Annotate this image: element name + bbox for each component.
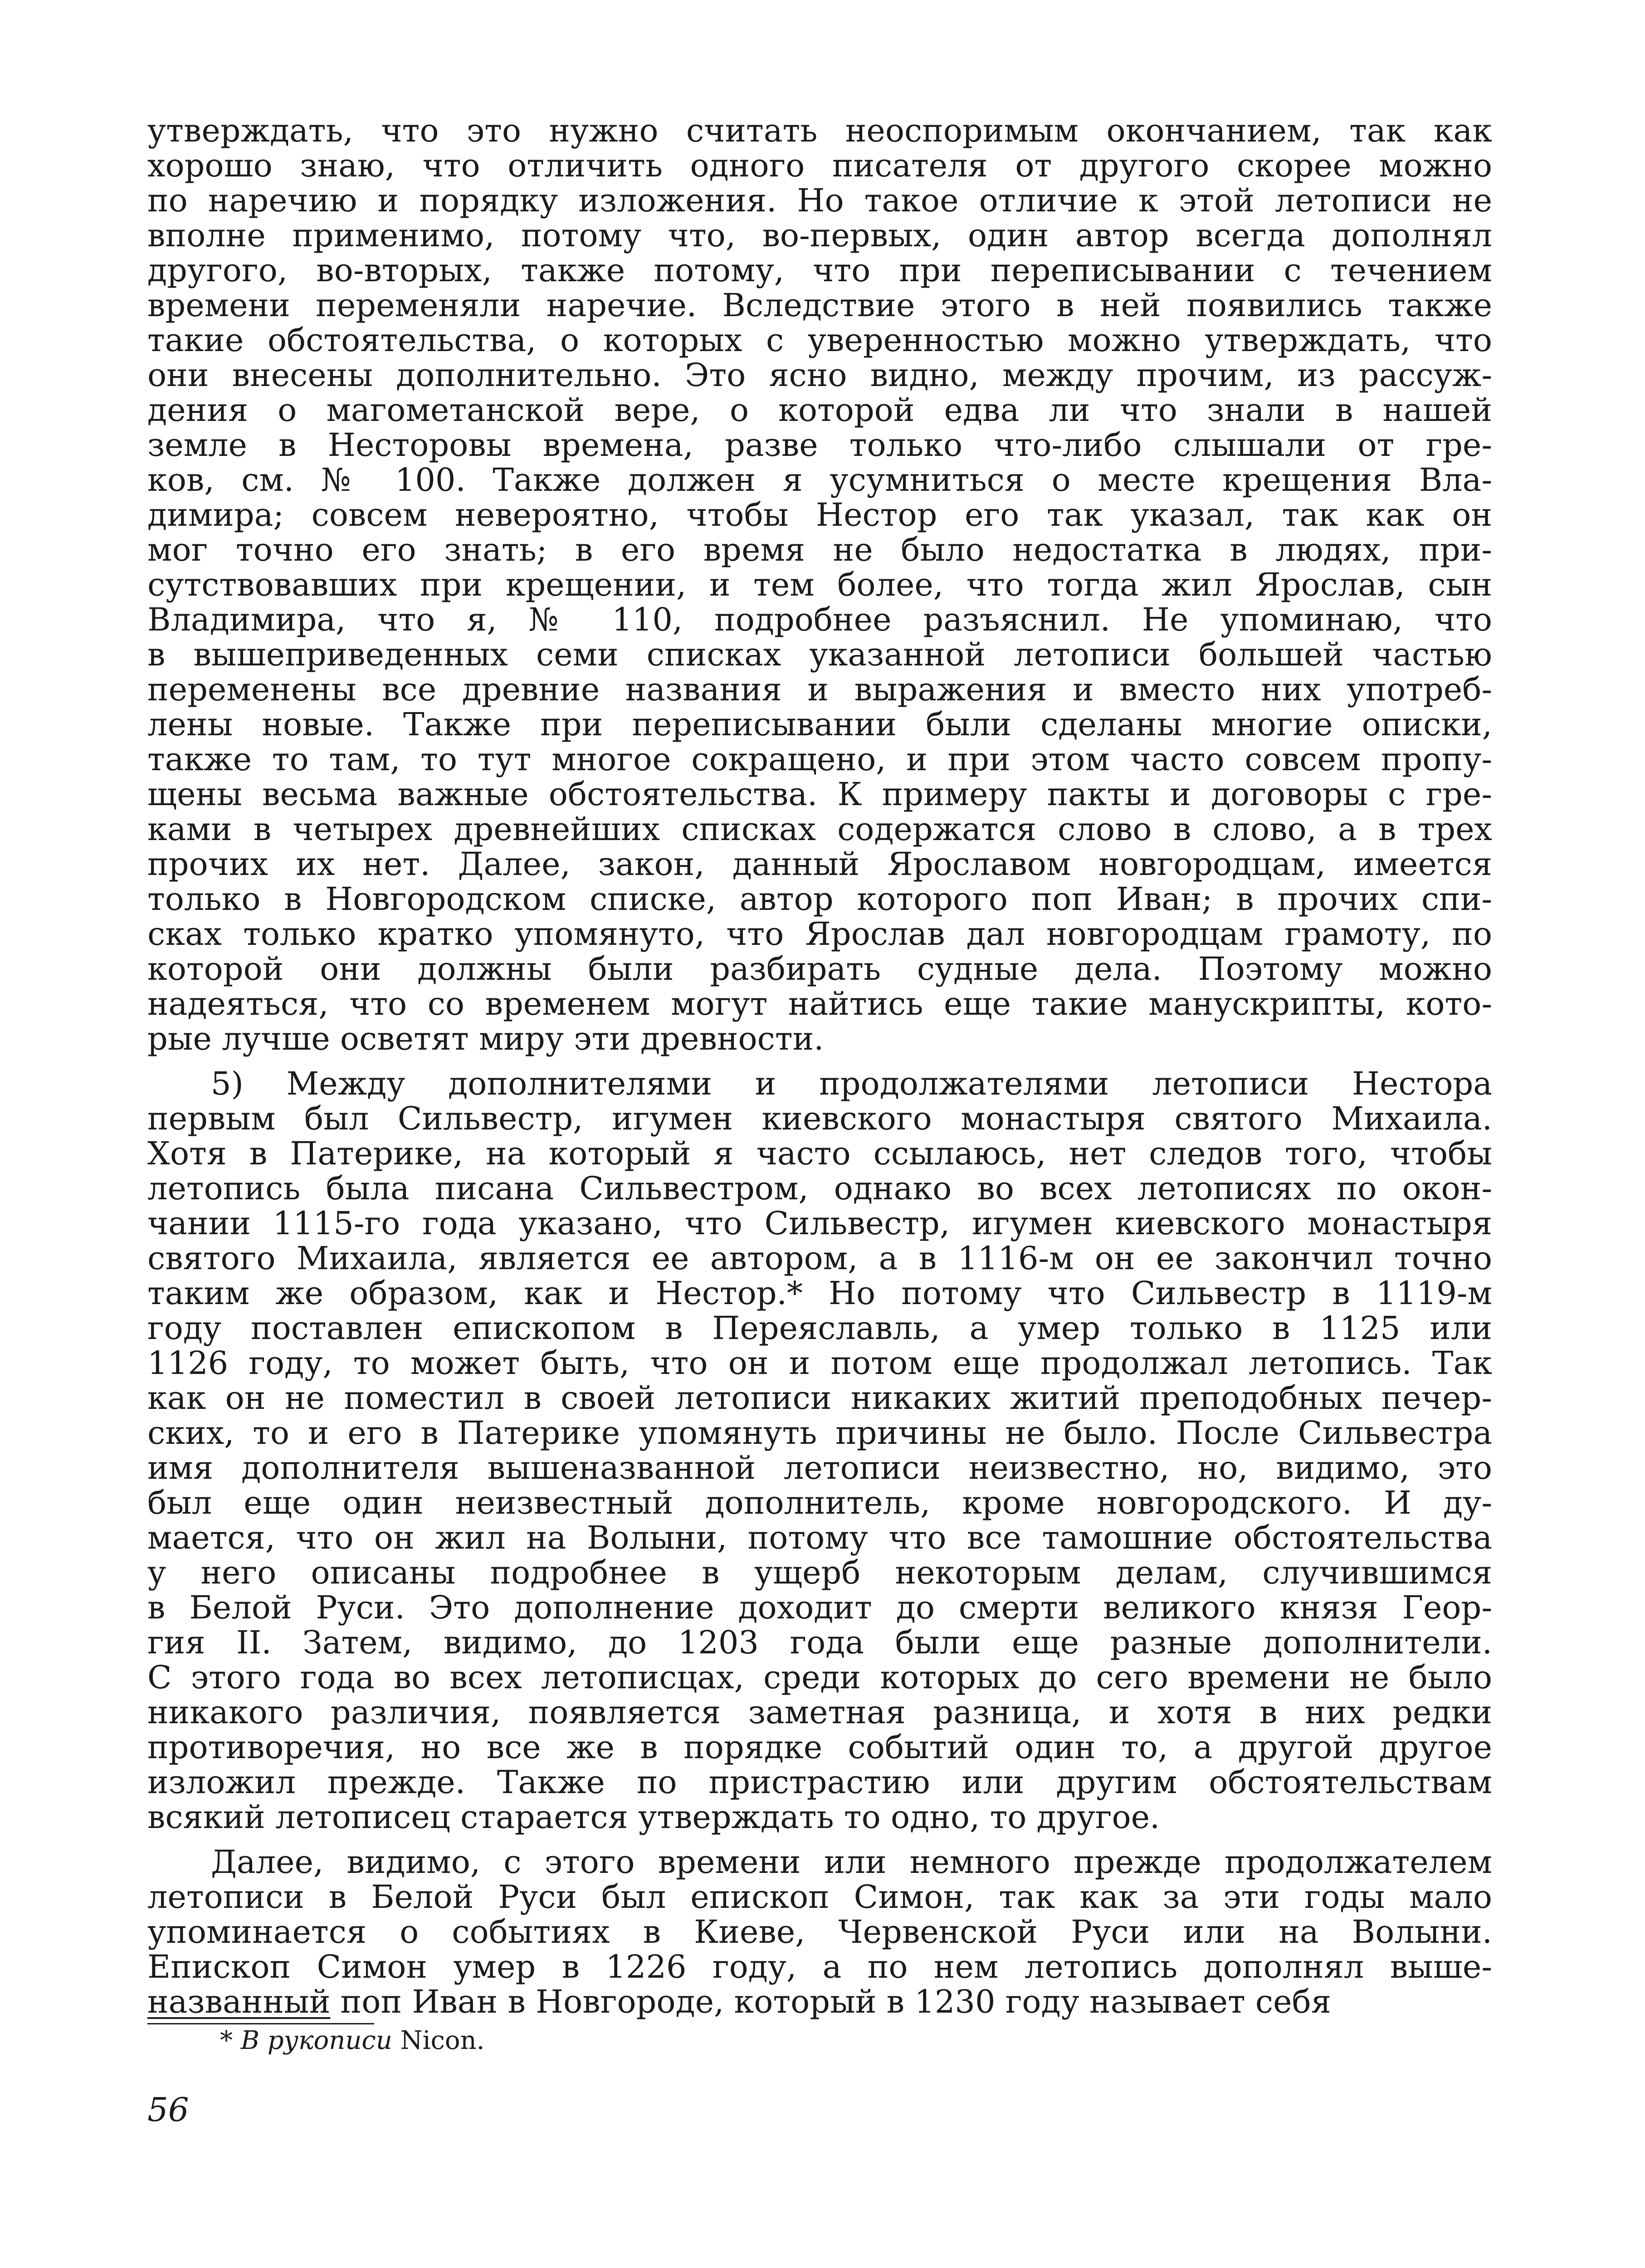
text-line: хорошо знаю, что отличить одного писателя от другого скорее можно xyxy=(147,147,1492,184)
text-line: щены весьма важные обстоятельства. К примеру пакты и договоры с гре- xyxy=(147,776,1492,813)
footnote-latin-word: Nicon. xyxy=(400,2026,485,2055)
text-line: Далее, видимо, с этого времени или немного прежде продолжателем xyxy=(211,1843,1492,1881)
text-line: рые лучше осветят миру эти древности. xyxy=(147,1020,824,1057)
text-line: сках только кратко упомянуто, что Ярослав дал новгородцам грамоту, по xyxy=(147,915,1492,953)
text-line: упоминается о событиях в Киеве, Червенской Руси или на Волыни. xyxy=(147,1913,1492,1950)
text-line: гия II. Затем, видимо, до 1203 года были еще разные дополнители. xyxy=(147,1624,1492,1661)
text-line: как он не поместил в своей летописи никаких житий преподобных печер- xyxy=(147,1379,1492,1417)
text-line: прочих их нет. Далее, закон, данный Ярославом новгородцам, имеется xyxy=(147,846,1492,883)
footnote-divider xyxy=(147,2023,374,2024)
text-line: мается, что он жил на Волыни, потому что все тамошние обстоятельства xyxy=(147,1519,1492,1556)
text-line: земле в Несторовы времена, разве только что-либо слышали от гре- xyxy=(147,426,1492,464)
text-line: Владимира, что я, № 110, подробнее разъяснил. Не упоминаю, что xyxy=(147,601,1492,638)
text-line: таким же образом, как и Нестор.* Но потому что Сильвестр в 1119-м xyxy=(147,1275,1492,1312)
page-number: 56 xyxy=(147,2091,189,2129)
text-line: они внесены дополнительно. Это ясно видно, между прочим, из рассуж- xyxy=(147,357,1492,394)
text-line: надеяться, что со временем могут найтись еще такие манускрипты, кото- xyxy=(147,985,1492,1022)
text-line: дения о магометанской вере, о которой едва ли что знали в нашей xyxy=(147,391,1492,429)
text-line: другого, во-вторых, также потому, что при переписывании с течением xyxy=(147,252,1492,289)
text-line: чании 1115-го года указано, что Сильвестр, игумен киевского монастыря xyxy=(147,1205,1492,1242)
text-line: году поставлен епископом в Переяславль, а умер только в 1125 или xyxy=(147,1310,1492,1347)
text-line: димира; совсем невероятно, чтобы Нестор его так указал, так как он xyxy=(147,496,1492,533)
footnote xyxy=(220,2026,1492,2055)
text-line: был еще один неизвестный дополнитель, кроме новгородского. И ду- xyxy=(147,1484,1492,1521)
text-line: которой они должны были разбирать судные дела. Поэтому можно xyxy=(147,950,1492,987)
text-line: ских, то и его в Патерике упомянуть причины не было. После Сильвестра xyxy=(147,1414,1492,1452)
text-line: утверждать, что это нужно считать неоспоримым окончанием, так как xyxy=(147,112,1492,149)
text-line: 1126 году, то может быть, что он и потом еще продолжал летопись. Так xyxy=(147,1344,1492,1382)
text-line: ками в четырех древнейших списках содержатся слово в слово, а в трех xyxy=(147,811,1492,848)
paragraph xyxy=(147,113,1492,1056)
text-line: в Белой Руси. Это дополнение доходит до смерти великого князя Геор- xyxy=(147,1589,1492,1626)
text-line: Епископ Симон умер в 1226 году, а по нем летопись дополнял выше- xyxy=(147,1948,1492,1985)
text-line: летопись была писана Сильвестром, однако во всех летописях по окон- xyxy=(147,1170,1492,1207)
text-line: С этого года во всех летописцах, среди которых до сего времени не было xyxy=(147,1659,1492,1696)
text-line: в вышеприведенных семи списках указанной летописи большей частью xyxy=(147,636,1492,673)
text-line: Хотя в Патерике, на который я часто ссылаюсь, нет следов того, чтобы xyxy=(147,1135,1492,1172)
paragraph xyxy=(147,1066,1492,1835)
text-line: по наречию и порядку изложения. Но такое отличие к этой летописи не xyxy=(147,182,1492,219)
text-line: святого Михаила, является ее автором, а в 1116-м он ее закончил точно xyxy=(147,1240,1492,1277)
text-line: переменены все древние названия и выражения и вместо них употреб- xyxy=(147,671,1492,708)
text-line: вполне применимо, потому что, во-первых, один автор всегда дополнял xyxy=(147,217,1492,254)
text-line: также то там, то тут многое сокращено, и при этом часто совсем пропу- xyxy=(147,741,1492,778)
line-remainder: поп Иван в Новгороде, который в 1230 году называет себя xyxy=(330,1983,1331,2020)
text-line: 5) Между дополнителями и продолжателями летописи Нестора xyxy=(211,1065,1492,1102)
text-line: противоречия, но все же в порядке событий один то, а другой другое xyxy=(147,1729,1492,1766)
text-line: сутствовавших при крещении, и тем более, что тогда жил Ярослав, сын xyxy=(147,566,1492,603)
text-line: никакого различия, появляется заметная разница, и хотя в них редки xyxy=(147,1694,1492,1731)
text-line: ков, см. № 100. Также должен я усумниться о месте крещения Вла- xyxy=(147,461,1492,499)
body-text xyxy=(147,113,1492,2019)
underlined-word: названный xyxy=(147,1983,331,2020)
paragraph xyxy=(147,1845,1492,2019)
text-line: мог точно его знать; в его время не было недостатка в людях, при- xyxy=(147,531,1492,568)
text-line: лены новые. Также при переписывании были сделаны многие описки, xyxy=(147,706,1492,743)
text-line: всякий летописец старается утверждать то одно, то другое. xyxy=(147,1799,1160,1836)
text-line: изложил прежде. Также по пристрастию или другим обстоятельствам xyxy=(147,1764,1492,1801)
text-line: у него описаны подробнее в ущерб некоторым делам, случившимся xyxy=(147,1554,1492,1591)
footnote-text: В рукописи xyxy=(240,2026,400,2055)
text-line: такие обстоятельства, о которых с уверенностью можно утверждать, что xyxy=(147,322,1492,359)
text-line: имя дополнителя вышеназванной летописи неизвестно, но, видимо, это xyxy=(147,1449,1492,1486)
text-line: первым был Сильвестр, игумен киевского монастыря святого Михаила. xyxy=(147,1100,1492,1137)
text-line: только в Новгородском списке, автор которого поп Иван; в прочих спи- xyxy=(147,880,1492,918)
text-line: времени переменяли наречие. Вследствие этого в ней появились также xyxy=(147,287,1492,324)
document-page xyxy=(147,113,1492,2128)
text-line: летописи в Белой Руси был епископ Симон, так как за эти годы мало xyxy=(147,1878,1492,1916)
footnote-marker: * xyxy=(220,2026,241,2055)
text-line xyxy=(147,1984,1492,2019)
